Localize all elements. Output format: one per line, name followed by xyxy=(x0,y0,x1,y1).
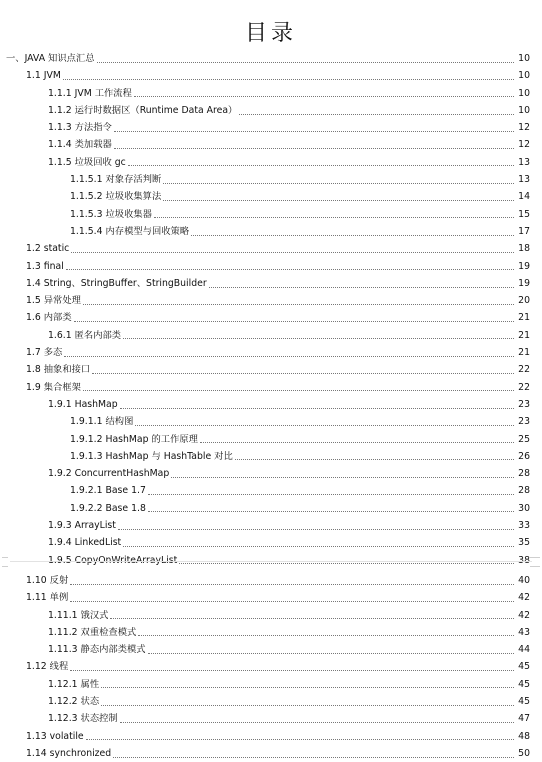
toc-dot-leader xyxy=(128,164,514,166)
toc-entry-page-number: 21 xyxy=(518,312,530,324)
toc-entry-page-number: 28 xyxy=(518,485,530,497)
toc-entry-page-number: 25 xyxy=(518,433,530,445)
toc-entry-page-number: 22 xyxy=(518,364,530,376)
toc-dot-leader xyxy=(71,251,514,253)
toc-entry[interactable] xyxy=(0,275,530,292)
toc-entry-label: 1.3 final xyxy=(26,260,64,272)
toc-entry-label: 1.4 String、StringBuffer、StringBuilder xyxy=(26,277,207,289)
toc-dot-leader xyxy=(63,78,514,80)
toc-entry-label: 1.9.2 ConcurrentHashMap xyxy=(48,468,170,480)
toc-entry[interactable] xyxy=(0,223,530,240)
toc-entry-label: 1.6.1 匿名内部类 xyxy=(48,329,122,341)
toc-entry-page-number: 19 xyxy=(518,260,530,272)
toc-entry-label: 1.9.2.2 Base 1.8 xyxy=(70,502,146,514)
toc-dot-leader xyxy=(138,634,514,636)
toc-entry-page-number: 13 xyxy=(518,156,530,168)
toc-entry-page-number: 44 xyxy=(518,644,530,656)
toc-dot-leader xyxy=(86,738,514,740)
toc-entry-label: 1.12.3 状态控制 xyxy=(48,713,118,725)
toc-entry[interactable] xyxy=(0,589,530,606)
toc-entry-page-number: 17 xyxy=(518,225,530,237)
toc-dot-leader xyxy=(163,199,514,201)
toc-dot-leader xyxy=(171,476,514,478)
toc-entry-page-number: 12 xyxy=(518,139,530,151)
toc-entry-page-number: 23 xyxy=(518,416,530,428)
toc-entry-label: 1.14 synchronized xyxy=(26,747,112,759)
toc-entry[interactable] xyxy=(0,710,530,727)
toc-entry[interactable] xyxy=(0,693,530,710)
toc-entry-label: 1.10 反射 xyxy=(26,574,69,586)
toc-entry[interactable] xyxy=(0,206,530,223)
document-title: 目录 xyxy=(244,21,297,46)
toc-entry-label: 1.8 抽象和接口 xyxy=(26,364,91,376)
toc-dot-leader xyxy=(148,510,514,512)
toc-entry[interactable] xyxy=(0,676,530,693)
toc-entry[interactable] xyxy=(0,572,530,589)
toc-entry-label: 1.9.1.1 结构图 xyxy=(70,416,134,428)
toc-entry-page-number: 43 xyxy=(518,626,530,638)
toc-entry-page-number: 50 xyxy=(518,747,530,759)
toc-entry[interactable] xyxy=(0,482,530,499)
toc-entry-label: 1.1.5 垃圾回收 gc xyxy=(48,156,126,168)
toc-entry-label: 1.9.1.2 HashMap 的工作原理 xyxy=(70,433,198,445)
page-break-marker-right xyxy=(530,557,540,567)
toc-entry[interactable] xyxy=(0,171,530,188)
toc-entry[interactable] xyxy=(0,465,530,482)
toc-entry-page-number: 47 xyxy=(518,713,530,725)
toc-entry[interactable] xyxy=(0,344,530,361)
toc-entry-page-number: 19 xyxy=(518,277,530,289)
toc-entry-page-number: 28 xyxy=(518,468,530,480)
toc-entry-label: 1.6 内部类 xyxy=(26,312,72,324)
toc-dot-leader xyxy=(83,303,514,305)
toc-entry[interactable] xyxy=(0,188,530,205)
toc-entry-page-number: 10 xyxy=(518,70,530,82)
toc-entry-page-number: 40 xyxy=(518,574,530,586)
toc-entry-page-number: 10 xyxy=(518,53,530,64)
toc-dot-leader xyxy=(66,268,514,270)
toc-entry-label: 1.1.5.3 垃圾收集器 xyxy=(70,208,152,220)
toc-entry[interactable] xyxy=(0,431,530,448)
toc-dot-leader xyxy=(123,337,514,339)
toc-dot-leader xyxy=(70,600,514,602)
toc-entry-label: 1.1.3 方法指令 xyxy=(48,122,112,134)
toc-entry[interactable] xyxy=(0,258,530,275)
toc-entry-label: 1.9.1 HashMap xyxy=(48,398,118,410)
toc-dot-leader xyxy=(191,234,514,236)
toc-entry[interactable] xyxy=(0,102,530,119)
page-break-divider xyxy=(0,554,542,566)
toc-dot-leader xyxy=(110,617,514,619)
toc-entry[interactable] xyxy=(0,119,530,136)
toc-entry-page-number: 48 xyxy=(518,730,530,742)
toc-entry[interactable] xyxy=(0,607,530,624)
table-of-contents xyxy=(0,50,530,762)
toc-dot-leader xyxy=(209,286,514,288)
toc-dot-leader xyxy=(97,61,514,63)
toc-dot-leader xyxy=(114,147,514,149)
toc-entry-label: 1.11.1 饿汉式 xyxy=(48,609,109,621)
toc-entry-label: 1.9.2.1 Base 1.7 xyxy=(70,485,146,497)
toc-dot-leader xyxy=(83,389,514,391)
toc-dot-leader xyxy=(70,669,514,671)
toc-entry[interactable] xyxy=(0,396,530,413)
toc-entry-page-number: 20 xyxy=(518,295,530,307)
toc-entry-label: 1.1.1 JVM 工作流程 xyxy=(48,87,132,99)
toc-dot-leader xyxy=(239,113,514,115)
toc-entry-label: 1.7 多态 xyxy=(26,347,63,359)
toc-entry[interactable] xyxy=(0,448,530,465)
toc-entry-label: 1.11 单例 xyxy=(26,592,69,604)
toc-dot-leader xyxy=(148,493,514,495)
toc-entry-label: 1.9.3 ArrayList xyxy=(48,520,116,532)
toc-entry[interactable] xyxy=(0,728,530,745)
toc-entry-label: 1.5 异常处理 xyxy=(26,295,81,307)
toc-entry-label: 1.13 volatile xyxy=(26,730,84,742)
toc-entry-page-number: 26 xyxy=(518,450,530,462)
toc-entry-label: 1.9.1.3 HashMap 与 HashTable 对比 xyxy=(70,450,233,462)
toc-entry[interactable] xyxy=(0,641,530,658)
toc-entry-label: 1.9.5 CopyOnWriteArrayList xyxy=(48,554,178,566)
toc-dot-leader xyxy=(113,756,514,758)
toc-entry-page-number: 42 xyxy=(518,609,530,621)
toc-dot-leader xyxy=(120,721,514,723)
toc-entry-label: 1.11.3 静态内部类模式 xyxy=(48,644,146,656)
toc-entry-page-number: 45 xyxy=(518,695,530,707)
toc-entry-page-number: 33 xyxy=(518,520,530,532)
toc-dot-leader xyxy=(101,704,514,706)
toc-entry-page-number: 12 xyxy=(518,122,530,134)
toc-entry[interactable] xyxy=(0,361,530,378)
toc-dot-leader xyxy=(120,407,514,409)
toc-entry-page-number: 23 xyxy=(518,398,530,410)
toc-entry-page-number: 18 xyxy=(518,243,530,255)
toc-entry[interactable] xyxy=(0,136,530,153)
toc-entry-label: 1.2 static xyxy=(26,243,70,255)
toc-entry[interactable] xyxy=(0,658,530,675)
toc-dot-leader xyxy=(92,372,514,374)
toc-dot-leader xyxy=(134,95,514,97)
toc-entry-label: 1.12 线程 xyxy=(26,661,69,673)
toc-dot-leader xyxy=(148,652,514,654)
toc-entry-label: 1.12.2 状态 xyxy=(48,695,100,707)
page-break-marker-left xyxy=(2,557,8,567)
toc-entry-page-number: 38 xyxy=(518,554,530,566)
toc-entry[interactable] xyxy=(0,240,530,257)
toc-entry-page-number: 22 xyxy=(518,381,530,393)
toc-entry-page-number: 10 xyxy=(518,104,530,116)
toc-dot-leader xyxy=(123,545,514,547)
toc-entry-page-number: 14 xyxy=(518,191,530,203)
toc-entry[interactable] xyxy=(0,309,530,326)
toc-entry-page-number: 15 xyxy=(518,208,530,220)
toc-entry-page-number: 45 xyxy=(518,678,530,690)
toc-entry-page-number: 10 xyxy=(518,87,530,99)
toc-entry-label: 1.11.2 双重检查模式 xyxy=(48,626,137,638)
toc-dot-leader xyxy=(154,216,514,218)
toc-dot-leader xyxy=(235,458,514,460)
toc-entry-page-number: 30 xyxy=(518,502,530,514)
toc-entry-label: 1.1.5.4 内存模型与回收策略 xyxy=(70,225,190,237)
toc-dot-leader xyxy=(163,182,514,184)
toc-entry-label: 1.1.5.1 对象存活判断 xyxy=(70,174,162,186)
toc-entry[interactable] xyxy=(0,154,530,171)
toc-dot-leader xyxy=(70,583,514,585)
toc-entry[interactable] xyxy=(0,85,530,102)
toc-entry-label: 1.1.5.2 垃圾收集算法 xyxy=(70,191,162,203)
toc-dot-leader xyxy=(101,686,514,688)
toc-entry-page-number: 21 xyxy=(518,329,530,341)
toc-entry[interactable] xyxy=(0,67,530,84)
toc-entry-label: 一、JAVA 知识点汇总 xyxy=(6,53,95,64)
toc-entry[interactable] xyxy=(0,292,530,309)
toc-entry[interactable] xyxy=(0,517,530,534)
toc-entry-label: 1.12.1 属性 xyxy=(48,678,100,690)
toc-entry-label: 1.1.4 类加载器 xyxy=(48,139,112,151)
toc-entry[interactable] xyxy=(0,413,530,430)
toc-entry[interactable] xyxy=(0,624,530,641)
toc-entry-page-number: 13 xyxy=(518,174,530,186)
page-break-rule xyxy=(10,561,532,562)
toc-entry[interactable] xyxy=(0,500,530,517)
toc-entry-label: 1.9.4 LinkedList xyxy=(48,537,122,549)
toc-entry-page-number: 21 xyxy=(518,347,530,359)
toc-dot-leader xyxy=(64,355,514,357)
toc-entry[interactable] xyxy=(0,327,530,344)
toc-entry-label: 1.1 JVM xyxy=(26,70,61,82)
toc-dot-leader xyxy=(114,130,514,132)
toc-entry[interactable] xyxy=(0,745,530,762)
toc-dot-leader xyxy=(135,424,514,426)
toc-entry-page-number: 45 xyxy=(518,661,530,673)
toc-entry-page-number: 42 xyxy=(518,592,530,604)
toc-entry-label: 1.9 集合框架 xyxy=(26,381,81,393)
toc-entry[interactable] xyxy=(0,534,530,551)
toc-dot-leader xyxy=(74,320,514,322)
toc-entry[interactable] xyxy=(0,379,530,396)
toc-entry-page-number: 35 xyxy=(518,537,530,549)
toc-entry[interactable] xyxy=(0,50,530,67)
toc-entry-label: 1.1.2 运行时数据区（Runtime Data Area） xyxy=(48,104,238,116)
toc-dot-leader xyxy=(200,441,514,443)
toc-dot-leader xyxy=(118,528,514,530)
